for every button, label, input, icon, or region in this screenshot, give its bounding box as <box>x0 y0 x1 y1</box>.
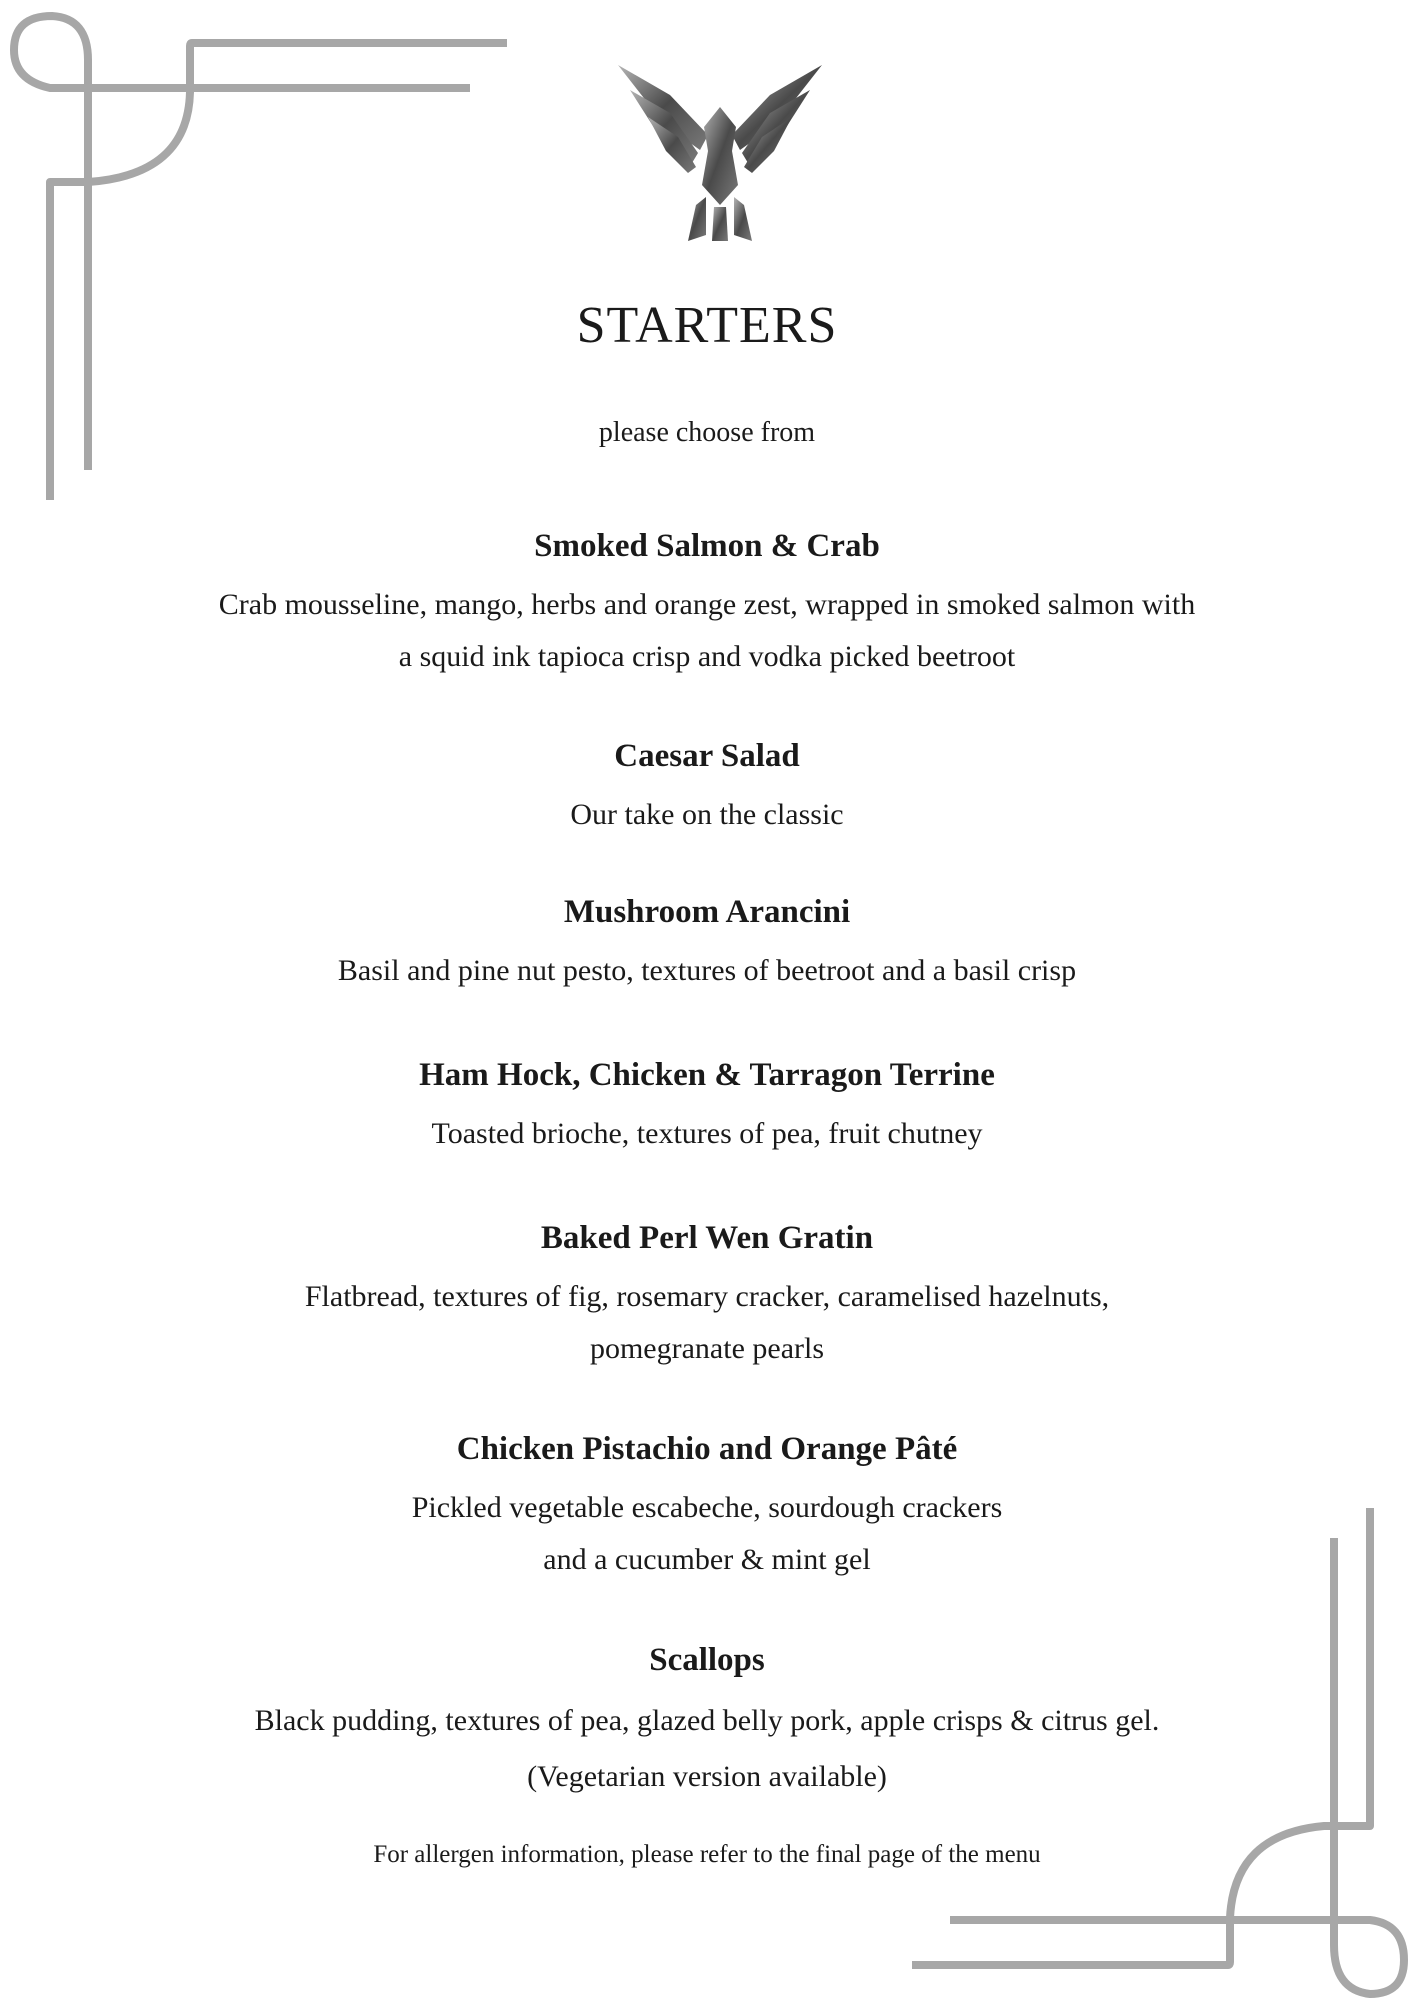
dish-description <box>150 945 1264 997</box>
dish-description <box>150 1693 1264 1805</box>
dish-name: Chicken Pistachio and Orange Pâté <box>456 1431 958 1467</box>
dish-description-line: Pickled vegetable escabeche, sourdough crackers <box>411 1491 1003 1524</box>
dish-description-line: pomegranate pearls <box>589 1332 825 1365</box>
dish-description-line: Basil and pine nut pesto, textures of beetroot and a basil crisp <box>337 954 1077 987</box>
dish-description-line: Toasted brioche, textures of pea, fruit chutney <box>431 1117 983 1150</box>
dish-description <box>150 1271 1264 1375</box>
dish-name: Mushroom Arancini <box>563 894 851 930</box>
dish-description <box>150 789 1264 841</box>
page-title: STARTERS <box>576 297 838 354</box>
dish-description-line: Flatbread, textures of fig, rosemary cracker, caramelised hazelnuts, <box>304 1280 1110 1313</box>
dish-name: Smoked Salmon & Crab <box>534 528 880 564</box>
menu-item <box>150 530 1264 683</box>
dish-description-line: and a cucumber & mint gel <box>543 1543 871 1576</box>
menu-item <box>150 740 1264 841</box>
menu-item <box>150 1433 1264 1586</box>
dish-description-line: Crab mousseline, mango, herbs and orange zest, wrapped in smoked salmon with <box>218 588 1196 621</box>
menu-item <box>150 896 1264 997</box>
dish-name: Scallops <box>649 1642 765 1678</box>
eagle-icon <box>610 55 830 245</box>
dish-name: Caesar Salad <box>614 738 800 774</box>
dish-description <box>150 1482 1264 1586</box>
dish-description-line: (Vegetarian version available) <box>527 1760 887 1793</box>
page-subtitle: please choose from <box>598 417 816 448</box>
dish-description-line: Black pudding, textures of pea, glazed belly pork, apple crisps & citrus gel. <box>254 1704 1160 1737</box>
dish-name: Ham Hock, Chicken & Tarragon Terrine <box>419 1057 995 1093</box>
menu-item <box>150 1644 1264 1805</box>
dish-description <box>150 579 1264 683</box>
dish-description <box>150 1108 1264 1160</box>
allergen-note: For allergen information, please refer to the final page of the menu <box>373 1841 1041 1868</box>
dish-name: Baked Perl Wen Gratin <box>540 1220 874 1256</box>
menu-item <box>150 1059 1264 1160</box>
dish-description-line: a squid ink tapioca crisp and vodka picked beetroot <box>398 640 1016 673</box>
menu-item <box>150 1222 1264 1375</box>
dish-description-line: Our take on the classic <box>570 798 844 831</box>
